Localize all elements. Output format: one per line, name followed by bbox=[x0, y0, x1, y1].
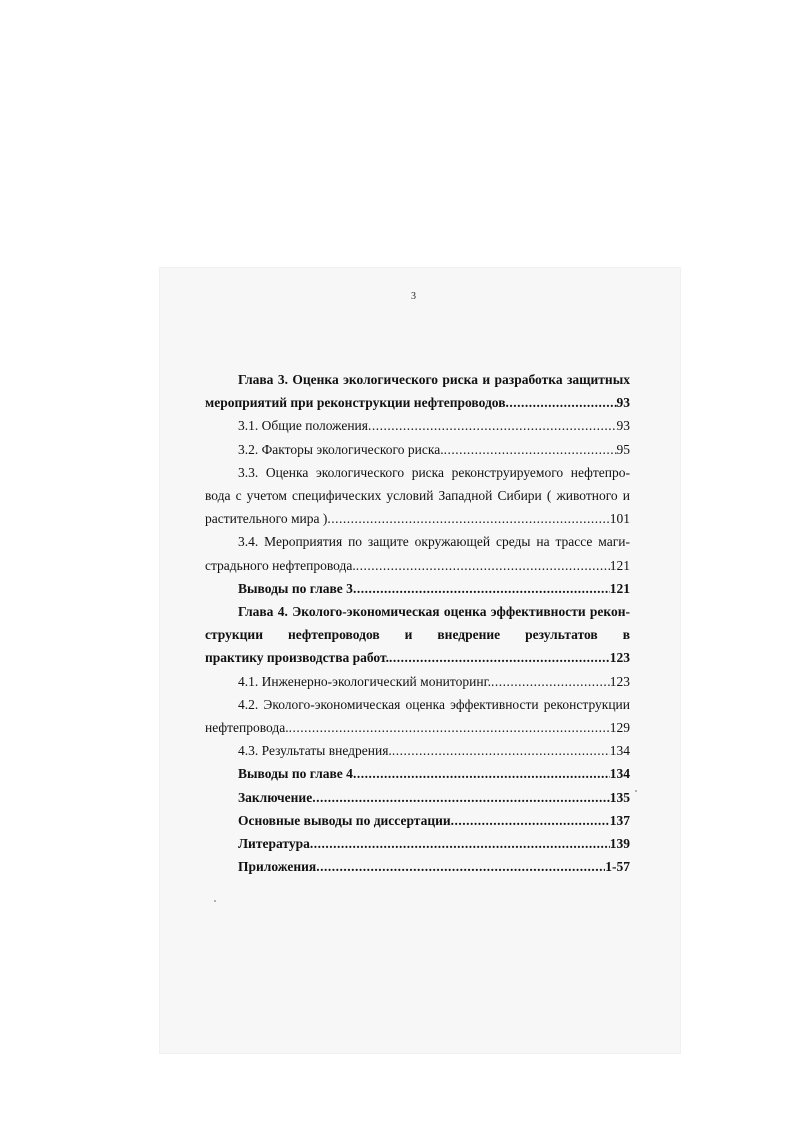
dot-leader bbox=[389, 646, 610, 669]
toc-entry-label: Выводы по главе 4 bbox=[238, 766, 353, 782]
dot-leader bbox=[353, 762, 610, 785]
dot-leader bbox=[451, 809, 610, 832]
toc-page-number: 123 bbox=[609, 650, 630, 666]
toc-page-number: 93 bbox=[616, 395, 630, 411]
dot-leader bbox=[356, 554, 610, 577]
toc-chapter-3-conclusions[interactable] bbox=[205, 577, 630, 600]
toc-section-3-3-line-2: вода с учетом специфических условий Западной Сибири ( животного и bbox=[205, 488, 630, 504]
dot-leader bbox=[353, 577, 610, 600]
toc-page-number: 139 bbox=[609, 836, 630, 852]
toc-entry-label: Заключение bbox=[238, 789, 313, 805]
toc-entry-label: 3.2. Факторы экологического риска. bbox=[238, 441, 444, 457]
page-number: 3 bbox=[411, 291, 416, 302]
toc-section-4-3[interactable] bbox=[205, 739, 630, 762]
toc-section-3-1[interactable] bbox=[205, 414, 630, 437]
scan-speck bbox=[635, 790, 637, 792]
toc-section-3-3-line-1: 3.3. Оценка экологического риска реконструируемого нефтепро- bbox=[238, 464, 630, 480]
toc-page-number: 121 bbox=[609, 557, 630, 573]
toc-page-number: 135 bbox=[609, 789, 630, 805]
dot-leader bbox=[491, 670, 610, 693]
toc-section-3-4-line-1: 3.4. Мероприятия по защите окружающей среды на трассе маги- bbox=[238, 534, 630, 550]
toc-page-number: 123 bbox=[609, 673, 630, 689]
toc-section-3-4[interactable] bbox=[205, 554, 630, 577]
toc-entry-label: 4.1. Инженерно-экологический мониторинг. bbox=[238, 673, 491, 689]
toc-literature[interactable] bbox=[205, 832, 630, 855]
toc-entry-label: 3.1. Общие положения bbox=[238, 418, 368, 434]
toc-chapter-3-title-line-1: Глава 3. Оценка экологического риска и разработка защитных bbox=[238, 372, 630, 387]
dot-leader bbox=[444, 438, 617, 461]
toc-chapter-3-entry[interactable] bbox=[205, 391, 630, 414]
toc-chapter-3-title-line-2: мероприятий при реконструкции нефтепроводов bbox=[205, 395, 506, 411]
toc-chapter-4-title-line-2: струкции нефтепроводов и внедрение результатов в bbox=[205, 627, 630, 643]
toc-page-number: 95 bbox=[616, 441, 630, 457]
toc-page-number: 1-57 bbox=[605, 859, 630, 875]
toc-page-number: 121 bbox=[609, 580, 630, 596]
toc-entry-label: Литература bbox=[238, 836, 310, 852]
toc-appendices[interactable] bbox=[205, 855, 630, 878]
dot-leader bbox=[312, 786, 610, 809]
toc-chapter-4-conclusions[interactable] bbox=[205, 762, 630, 785]
scan-speck bbox=[214, 900, 216, 902]
dot-leader bbox=[368, 414, 617, 437]
toc-section-3-2[interactable] bbox=[205, 438, 630, 461]
toc-section-3-3[interactable] bbox=[205, 507, 630, 530]
toc-section-4-1[interactable] bbox=[205, 670, 630, 693]
dot-leader bbox=[392, 739, 610, 762]
toc-chapter-4-entry[interactable] bbox=[205, 646, 630, 669]
toc-page-number: 101 bbox=[609, 511, 630, 527]
toc-main-conclusions[interactable] bbox=[205, 809, 630, 832]
toc-page-number: 137 bbox=[609, 812, 630, 828]
dot-leader bbox=[327, 507, 609, 530]
table-of-contents bbox=[205, 368, 630, 878]
toc-section-4-2-line-1: 4.2. Эколого-экономическая оценка эффективности реконструкции bbox=[238, 696, 630, 712]
toc-entry-label: Выводы по главе 3 bbox=[238, 580, 353, 596]
dot-leader bbox=[506, 391, 617, 414]
toc-page-number: 129 bbox=[609, 720, 630, 736]
toc-chapter-4-title-line-1: Глава 4. Эколого-экономическая оценка эффективности рекон- bbox=[238, 604, 630, 620]
toc-entry-label: Приложения bbox=[238, 859, 317, 875]
toc-page-number: 134 bbox=[609, 743, 630, 759]
toc-entry-label: Основные выводы по диссертации bbox=[238, 812, 451, 828]
toc-entry-label: нефтепровода. bbox=[205, 720, 289, 736]
toc-chapter-4-title-line-3: практику производства работ. bbox=[205, 650, 389, 666]
toc-entry-label: растительного мира ) bbox=[205, 511, 328, 527]
dot-leader bbox=[310, 832, 610, 855]
toc-entry-label: страдьного нефтепровода. bbox=[205, 557, 356, 573]
toc-section-4-2[interactable] bbox=[205, 716, 630, 739]
toc-entry-label: 4.3. Результаты внедрения. bbox=[238, 743, 392, 759]
dot-leader bbox=[289, 716, 610, 739]
toc-page-number: 93 bbox=[616, 418, 630, 434]
toc-conclusion[interactable] bbox=[205, 786, 630, 809]
dot-leader bbox=[316, 855, 605, 878]
toc-page-number: 134 bbox=[609, 766, 630, 782]
